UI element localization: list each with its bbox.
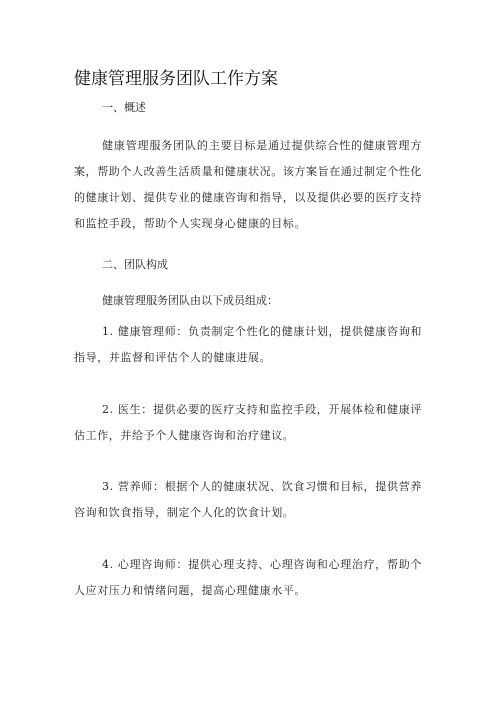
document-title: 健康管理服务团队工作方案 [74,69,278,89]
member-item: 3. 营养师：根据个人的健康状况、饮食习惯和目标，提供营养咨询和饮食指导，制定个人化的饮食计划。 [74,480,422,519]
member-item: 1. 健康管理师：负责制定个性化的健康计划，提供健康咨询和指导，并监督和评估个人的健康进展。 [74,325,422,364]
section-heading-overview: 一、概述 [102,101,146,114]
section-heading-team: 二、团队构成 [102,258,168,271]
member-item: 4. 心理咨询师：提供心理支持、心理咨询和心理治疗，帮助个人应对压力和情绪问题，提高心理健康水平。 [74,558,422,597]
member-item: 2. 医生：提供必要的医疗支持和监控手段，开展体检和健康评估工作，并给予个人健康咨询和治疗建议。 [74,403,422,442]
team-intro: 健康管理服务团队由以下成员组成： [102,294,278,307]
overview-paragraph: 健康管理服务团队的主要目标是通过提供综合性的健康管理方案，帮助个人改善生活质量和健康状况。该方案旨在通过制定个性化的健康计划、提供专业的健康咨询和指导，以及提供必要的医疗支持和监控手段，帮助个人实现身心健康的目标。 [74,139,422,230]
